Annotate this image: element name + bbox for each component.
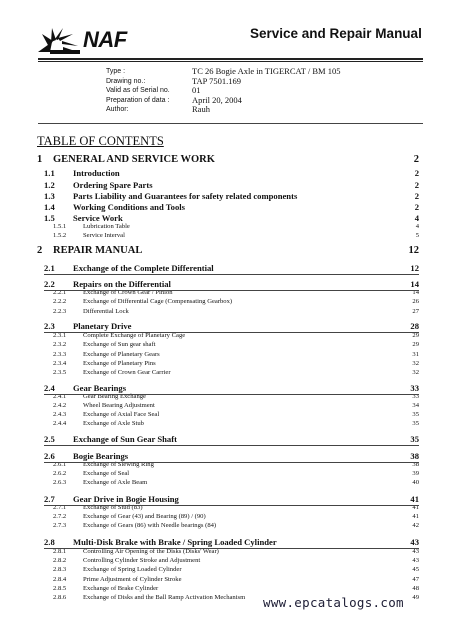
toc-entry-number: 2.1: [44, 263, 55, 273]
toc-entry-title: Exchange of Differential Cage (Compensating Gearbox): [83, 298, 233, 305]
toc-entry-title: Exchange of Crown Gear / Pinion: [83, 289, 173, 296]
toc-entry-number: 2.8.4: [53, 576, 67, 583]
toc-entry-title: REPAIR MANUAL: [53, 245, 143, 256]
toc-entry-number: 1.5: [44, 213, 55, 223]
toc-entry-title: Exchange of Sun gear shaft: [83, 341, 156, 348]
toc-entry-page: 47: [412, 576, 419, 583]
section-rule: [44, 274, 419, 275]
toc-entry-page: 35: [410, 434, 419, 444]
toc-entry-number: 2.8.2: [53, 557, 67, 564]
toc-entry-page: 29: [412, 332, 419, 339]
toc-entry-page: 2: [414, 191, 419, 201]
toc-entry-page: 29: [412, 341, 419, 348]
toc-entry-title: Planetary Drive: [73, 321, 132, 331]
toc-entry-title: Introduction: [73, 168, 120, 178]
toc-entry-title: Exchange of Disks and the Ball Ramp Activation Mechanism: [83, 594, 246, 601]
toc-entry-title: Service Work: [73, 213, 123, 223]
toc-entry-number: 2.3.2: [53, 341, 67, 348]
toc-entry-page: 40: [412, 479, 419, 486]
toc-entry-title: GENERAL AND SERVICE WORK: [53, 154, 215, 165]
section-rule: [44, 445, 419, 446]
toc-entry-number: 2.4.1: [53, 393, 67, 400]
toc-entry-page: 41: [412, 513, 419, 520]
toc-entry-page: 48: [412, 585, 419, 592]
meta-key: Drawing no.:: [106, 77, 146, 85]
toc-entry-page: 45: [412, 566, 419, 573]
toc-entry-number: 2.3.1: [53, 332, 67, 339]
toc-entry-title: Gear Drive in Bogie Housing: [73, 494, 179, 504]
logo-text: NAF: [83, 27, 127, 52]
toc-entry-number: 2.6.3: [53, 479, 67, 486]
toc-entry-number: 2.2.2: [53, 298, 67, 305]
meta-value: TC 26 Bogie Axle in TIGERCAT / BM 105: [192, 66, 341, 76]
toc-entry-number: 2.7.1: [53, 504, 67, 511]
toc-entry-page: 39: [412, 470, 419, 477]
toc-entry-page: 34: [412, 402, 419, 409]
toc-entry-number: 2.4.2: [53, 402, 67, 409]
toc-entry-page: 33: [412, 393, 419, 400]
toc-entry-page: 14: [410, 279, 419, 289]
toc-entry-title: Controlling Cylinder Stroke and Adjustment: [83, 557, 201, 564]
meta-key: Valid as of Serial no.: [106, 87, 170, 95]
toc-entry-number: 2.2: [44, 279, 55, 289]
toc-entry-number: 1.5.2: [53, 232, 67, 239]
toc-entry-number: 2.4.3: [53, 411, 67, 418]
toc-entry-title: Differential Lock: [83, 308, 129, 315]
toc-entry-title: Exchange of Axle Stub: [83, 420, 144, 427]
toc-entry-title: Exchange of Spring Loaded Cylinder: [83, 566, 182, 573]
section-rule: [44, 394, 419, 395]
toc-entry-number: 2.6: [44, 451, 55, 461]
toc-entry-number: 2.5: [44, 434, 55, 444]
toc-entry-title: Controlling Air Opening of the Disks (Disks' Wear): [83, 548, 219, 555]
toc-entry-number: 2.3.3: [53, 351, 67, 358]
toc-entry-page: 49: [412, 594, 419, 601]
toc-entry-title: Prime Adjustment of Cylinder Stroke: [83, 576, 182, 583]
toc-entry-page: 38: [410, 451, 419, 461]
toc-entry-page: 41: [412, 504, 419, 511]
toc-entry-title: Service Interval: [83, 232, 125, 239]
toc-entry-title: Exchange of Planetary Pins: [83, 360, 156, 367]
toc-entry-page: 2: [413, 154, 419, 165]
toc-entry-title: Exchange of Seal: [83, 470, 130, 477]
meta-value: April 20, 2004: [192, 94, 242, 105]
toc-entry-number: 2.7.3: [53, 522, 67, 529]
section-rule: [44, 290, 419, 291]
toc-heading: TABLE OF CONTENTS: [37, 134, 164, 148]
section-rule: [44, 462, 419, 463]
toc-entry-page: 27: [412, 308, 419, 315]
toc-entry-page: 43: [412, 557, 419, 564]
toc-entry-number: 2.8.6: [53, 594, 67, 601]
toc-entry-title: Exchange of Crown Gear Carrier: [83, 369, 171, 376]
meta-key: Author:: [106, 106, 129, 114]
toc-entry-title: Exchange of Sun Gear Shaft: [73, 434, 177, 444]
toc-entry-title: Wheel Bearing Adjustment: [83, 402, 155, 409]
toc-entry-number: 1: [37, 154, 43, 165]
toc-entry-title: Exchange of Gears (86) with Needle bearings (84): [83, 522, 217, 529]
toc-entry-title: Gear Bearings: [73, 383, 127, 393]
toc-entry-title: Exchange of Axial Face Seal: [83, 411, 160, 418]
toc-entry-page: 14: [412, 289, 419, 296]
toc-entry-page: 2: [414, 168, 419, 178]
toc-entry-page: 35: [412, 420, 419, 427]
toc-entry-title: Multi-Disk Brake with Brake / Spring Loaded Cylinder: [73, 537, 277, 547]
toc-entry-page: 43: [412, 548, 419, 555]
toc-entry-title: Complete Exchange of Planetary Cage: [83, 332, 186, 339]
toc-entry-number: 2.2.1: [53, 289, 67, 296]
toc-entry-page: 43: [410, 537, 419, 547]
toc-entry-title: Exchange of Brake Cylinder: [83, 585, 159, 592]
meta-key: Preparation of data :: [106, 96, 170, 104]
toc-entry-title: Gear Bearing Exchange: [83, 393, 146, 400]
toc-entry-number: 2: [37, 245, 43, 256]
toc-entry-page: 5: [415, 232, 419, 239]
meta-value: Rauh: [192, 104, 210, 115]
toc-entry-page: 38: [412, 461, 419, 468]
toc-entry-page: 35: [412, 411, 419, 418]
toc-entry-number: 2.7: [44, 494, 55, 504]
toc-entry-page: 2: [414, 202, 419, 212]
toc-entry-title: Exchange of the Complete Differential: [73, 263, 214, 273]
toc-entry-page: 4: [414, 213, 419, 223]
toc-entry-number: 2.7.2: [53, 513, 67, 520]
toc-entry-title: Lubrication Table: [83, 223, 130, 230]
toc-entry-number: 2.3: [44, 321, 55, 331]
toc-entry-number: 2.2.3: [53, 308, 67, 315]
toc-entry-number: 2.3.5: [53, 369, 67, 376]
toc-entry-title: Exchange of Gear (43) and Bearing (89) / (90): [83, 513, 206, 520]
watermark: www.epcatalogs.com: [263, 595, 404, 610]
toc-entry-title: Bogie Bearings: [73, 451, 129, 461]
section-rule: [44, 505, 419, 506]
toc-entry-number: 2.8.3: [53, 566, 67, 573]
toc-entry-number: 2.4: [44, 383, 55, 393]
toc-entry-page: 26: [412, 298, 419, 305]
toc-entry-number: 2.6.1: [53, 461, 67, 468]
meta-value: TAP 7501.169: [192, 75, 242, 86]
section-rule: [44, 332, 419, 333]
toc-entry-number: 1.3: [44, 191, 55, 201]
toc-entry-page: 41: [410, 494, 419, 504]
toc-entry-page: 42: [412, 522, 419, 529]
toc-entry-number: 1.2: [44, 180, 55, 190]
toc-entry-number: 1.4: [44, 202, 55, 212]
toc-entry-title: Ordering Spare Parts: [73, 180, 153, 190]
toc-entry-page: 32: [412, 369, 419, 376]
toc-entry-number: 2.6.2: [53, 470, 67, 477]
toc-entry-number: 2.8.5: [53, 585, 67, 592]
toc-entry-number: 2.4.4: [53, 420, 67, 427]
meta-key: Type :: [106, 68, 126, 75]
toc-entry-page: 4: [415, 223, 419, 230]
toc-entry-title: Repairs on the Differential: [73, 279, 171, 289]
section-rule: [44, 548, 419, 549]
toc-entry-page: 2: [414, 180, 419, 190]
toc-entry-page: 12: [408, 245, 419, 256]
toc-entry-title: Exchange of Stud (83): [83, 504, 143, 511]
toc-entry-page: 28: [410, 321, 419, 331]
toc-entry-title: Exchange of Planetary Gears: [83, 351, 160, 358]
document-title: Service and Repair Manual: [250, 26, 422, 41]
toc-entry-number: 2.3.4: [53, 360, 67, 367]
toc-entry-page: 12: [410, 263, 419, 273]
toc-entry-number: 1.1: [44, 168, 55, 178]
toc-entry-title: Exchange of Slewing Ring: [83, 461, 154, 468]
toc-entry-page: 32: [412, 360, 419, 367]
toc-entry-title: Exchange of Axle Beam: [83, 479, 148, 486]
toc-entry-title: Parts Liability and Guarantees for safety related components: [73, 191, 298, 201]
toc-entry-number: 2.8.1: [53, 548, 67, 555]
toc-entry-number: 2.8: [44, 537, 55, 547]
toc-entry-number: 1.5.1: [53, 223, 67, 230]
toc-entry-title: Working Conditions and Tools: [73, 202, 186, 212]
toc-entry-page: 31: [412, 351, 419, 358]
toc-entry-page: 33: [410, 383, 419, 393]
meta-value: 01: [192, 85, 201, 96]
